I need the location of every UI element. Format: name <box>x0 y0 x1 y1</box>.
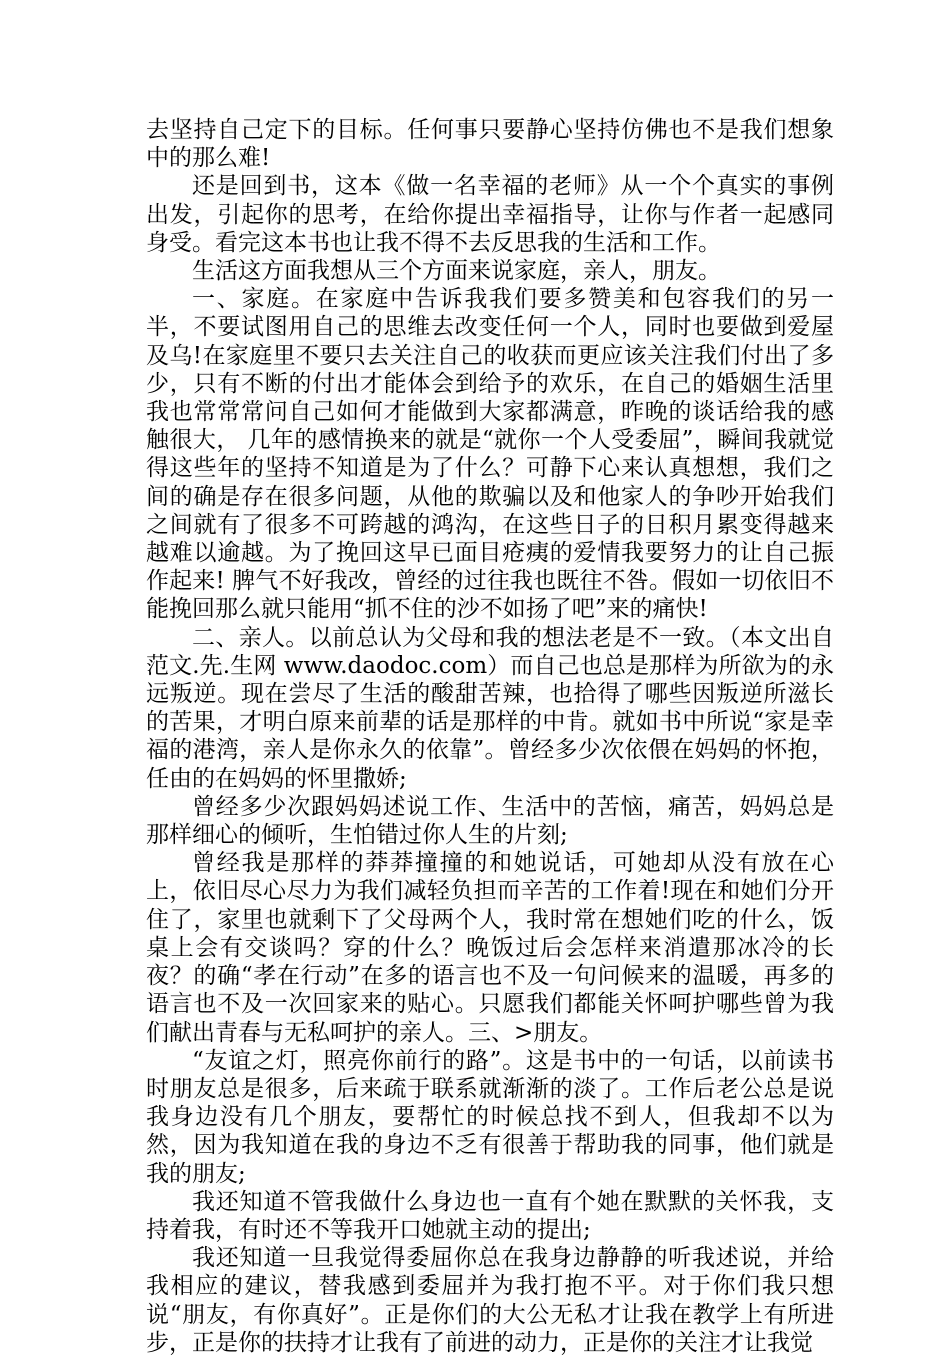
paragraph-6: 曾经多少次跟妈妈述说工作、生活中的苦恼，痛苦，妈妈总是那样细心的倾听，生怕错过你人生的片刻; <box>146 793 834 849</box>
paragraph-7: 曾经我是那样的莽莽撞撞的和她说话，可她却从没有放在心上，依旧尽心尽力为我们减轻负担而辛苦的工作着!现在和她们分开住了，家里也就剩下了父母两个人，我时常在想她们吃的什么，饭桌上会有交谈吗？穿的什么？晚饭过后会怎样来消遣那冰冷的长夜？的确“孝在行动”在多的语言也不及一句问候来的温暖，再多的语言也不及一次回家来的贴心。只愿我们都能关怀呵护哪些曾为我们献出青春与无私呵护的亲人。三、>朋友。 <box>146 850 834 1046</box>
paragraph-5: 二、亲人。以前总认为父母和我的想法老是不一致。（本文出自范文.先.生网 www.daodoc.com）而自己也总是那样为所欲为的永远叛逆。现在尝尽了生活的酸甜苦辣，也拾得了哪些因叛逆所滋长的苦果，才明白原来前辈的话是那样的中肯。就如书中所说“家是幸福的港湾，亲人是你永久的依靠”。曾经多少次依偎在妈妈的怀抱，任由的在妈妈的怀里撒娇; <box>146 624 834 792</box>
paragraph-1: 去坚持自己定下的目标。任何事只要静心坚持仿佛也不是我们想象中的那么难! <box>146 117 834 172</box>
paragraph-9: 我还知道不管我做什么身边也一直有个她在默默的关怀我，支持着我，有时还不等我开口她就主动的提出; <box>146 1188 834 1243</box>
paragraph-8: “友谊之灯，照亮你前行的路”。这是书中的一句话，以前读书时朋友总是很多，后来疏于联系就渐渐的淡了。工作后老公总是说我身边没有几个朋友，要帮忙的时候总找不到人，但我却不以为然，因为我知道在我的身边不乏有很善于帮助我的同事，他们就是我的朋友; <box>146 1047 834 1187</box>
paragraph-2: 还是回到书，这本《做一名幸福的老师》从一个个真实的事例出发，引起你的思考，在给你提出幸福指导，让你与作者一起感同身受。看完这本书也让我不得不去反思我的生活和工作。 <box>146 173 834 256</box>
paragraph-4: 一、家庭。在家庭中告诉我我们要多赞美和包容我们的另一半，不要试图用自己的思维去改变任何一个人，同时也要做到爱屋及乌!在家庭里不要只去关注自己的收获而更应该关注我们付出了多少，只有不断的付出才能体会到给予的欢乐，在自己的婚姻生活里我也常常常问自己如何才能做到大家都满意，昨晚的谈话给我的感触很大， 几年的感情换来的就是“就你一个人受委屈”，瞬间我就觉得这些年的坚持不知道是为了什么？可静下心来认真想想，我们之间的确是存在很多问题，从他的欺骗以及和他家人的争吵开始我们之间就有了很多不可跨越的鸿沟，在这些日子的日积月累变得越来越难以逾越。为了挽回这早已面目疮痍的爱情我要努力的让自己振作起来! 脾气不好我改，曾经的过往我也既往不咎。假如一切依旧不能挽回那么就只能用“抓不住的沙不如扬了吧”来的痛快! <box>146 286 834 623</box>
paragraph-3: 生活这方面我想从三个方面来说家庭，亲人，朋友。 <box>192 258 721 285</box>
document-body <box>146 116 834 1357</box>
paragraph-10: 我还知道一旦我觉得委屈你总在我身边静静的听我述说，并给我相应的建议，替我感到委屈并为我打抱不平。对于你们我只想说“朋友，有你真好”。正是你们的大公无私才让我在教学上有所进步，正是你的扶持才让我有了前进的动力，正是你的关注才让我觉 <box>146 1245 834 1356</box>
